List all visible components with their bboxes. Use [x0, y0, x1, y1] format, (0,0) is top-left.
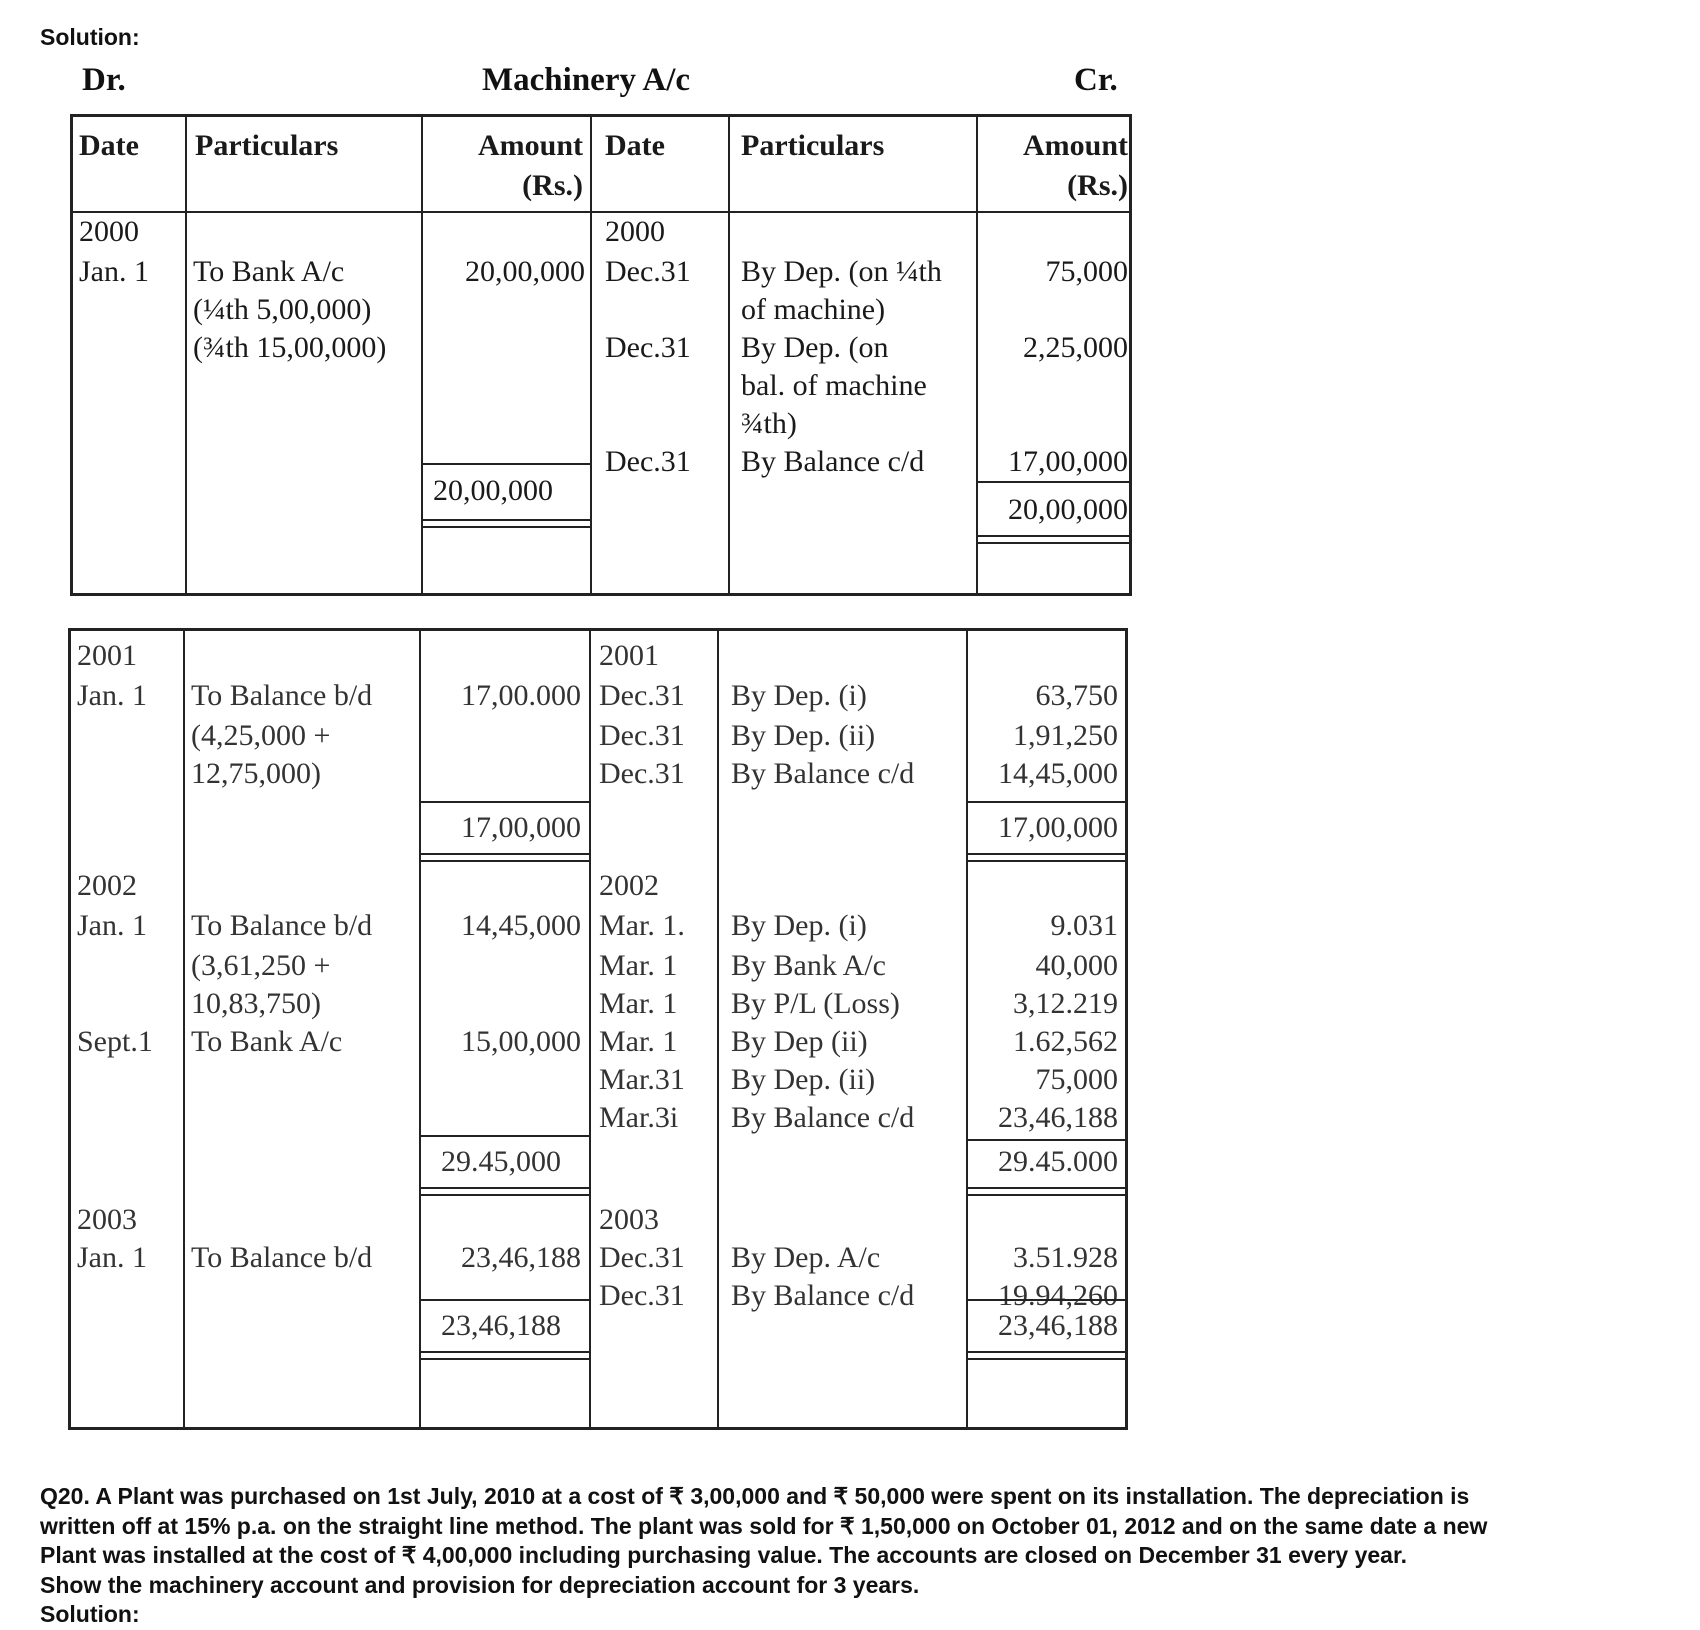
debit-year: 2003	[77, 1203, 137, 1236]
credit-amount: 3.51.928	[1013, 1241, 1118, 1274]
credit-particulars: By Balance c/d	[731, 1101, 915, 1134]
debit-total: 20,00,000	[433, 474, 553, 507]
debit-amount: 14,45,000	[461, 909, 581, 942]
debit-particulars-detail: (3,61,250 +	[191, 949, 331, 982]
credit-particulars: of machine)	[741, 293, 886, 326]
credit-particulars: By Bank A/c	[731, 949, 886, 982]
question-line: Plant was installed at the cost of ₹ 4,00,000 including purchasing value. The accounts are closed on December 31 every year.	[40, 1542, 1408, 1568]
credit-date: Dec.31	[605, 445, 691, 478]
credit-amount: 75,000	[1045, 255, 1128, 288]
credit-amount: 14,45,000	[998, 757, 1118, 790]
credit-side-label: Cr.	[1074, 62, 1118, 98]
column-divider	[183, 631, 185, 1427]
total-line	[966, 801, 1125, 803]
debit-particulars-detail: 12,75,000)	[191, 757, 321, 790]
credit-amount: 40,000	[1035, 949, 1118, 982]
double-underline	[419, 1187, 589, 1196]
debit-amount: 15,00,000	[461, 1025, 581, 1058]
credit-particulars: By Dep. (i)	[731, 909, 867, 942]
credit-date: Dec.31	[605, 255, 691, 288]
ledger-table-2001-2003	[68, 628, 1128, 1430]
credit-particulars: By Dep. (i)	[731, 679, 867, 712]
credit-year: 2003	[599, 1203, 659, 1236]
debit-amount: 20,00,000	[465, 255, 585, 288]
credit-particulars: By Dep. (on	[741, 331, 889, 364]
credit-date: Mar. 1	[599, 949, 678, 982]
double-underline	[966, 1351, 1125, 1360]
credit-particulars: By Balance c/d	[731, 757, 915, 790]
credit-date: Dec.31	[599, 1241, 685, 1274]
credit-particulars: By Dep. A/c	[731, 1241, 881, 1274]
credit-amount: 2,25,000	[1023, 331, 1128, 364]
header-date-credit: Date	[605, 129, 665, 162]
debit-date: Jan. 1	[77, 1241, 147, 1274]
double-underline	[419, 853, 589, 862]
credit-particulars: By Dep. (on ¼th	[741, 255, 942, 288]
header-divider	[73, 211, 1129, 213]
debit-date: Jan. 1	[77, 679, 147, 712]
question-line: Q20. A Plant was purchased on 1st July, 2010 at a cost of ₹ 3,00,000 and ₹ 50,000 were spent on its installation. The depreciation is	[40, 1483, 1470, 1509]
debit-total: 17,00,000	[461, 811, 581, 844]
debit-date: Jan. 1	[77, 909, 147, 942]
credit-amount: 3,12.219	[1013, 987, 1118, 1020]
debit-date: Jan. 1	[79, 255, 149, 288]
debit-total: 29.45,000	[441, 1145, 561, 1178]
total-line	[978, 481, 1129, 483]
solution-label: Solution:	[40, 1601, 140, 1627]
credit-date: Dec.31	[599, 719, 685, 752]
debit-particulars: To Bank A/c	[191, 1025, 343, 1058]
question-line: written off at 15% p.a. on the straight line method. The plant was sold for ₹ 1,50,000 on October 01, 2012 and on the same date a new	[40, 1512, 1488, 1539]
debit-side-label: Dr.	[82, 62, 126, 98]
account-title: Machinery A/c	[482, 62, 691, 98]
credit-total: 29.45.000	[998, 1145, 1118, 1178]
header-particulars-debit: Particulars	[195, 129, 339, 162]
credit-date: Dec.31	[599, 679, 685, 712]
double-underline	[423, 519, 590, 528]
debit-particulars: To Balance b/d	[191, 909, 373, 942]
debit-amount: 17,00.000	[461, 679, 581, 712]
debit-particulars-detail: (4,25,000 +	[191, 719, 331, 752]
debit-particulars: To Balance b/d	[191, 1241, 373, 1274]
debit-particulars-detail: (¾th 15,00,000)	[193, 331, 387, 364]
credit-amount: 17,00,000	[1008, 445, 1128, 478]
credit-date: Dec.31	[605, 331, 691, 364]
credit-total: 20,00,000	[1008, 493, 1128, 526]
column-divider	[717, 631, 719, 1427]
credit-particulars: By P/L (Loss)	[731, 987, 900, 1020]
credit-date: Mar. 1.	[599, 909, 685, 942]
header-particulars-credit: Particulars	[741, 129, 885, 162]
credit-date: Mar.31	[599, 1063, 685, 1096]
debit-year: 2000	[79, 215, 139, 248]
credit-amount: 63,750	[1035, 679, 1118, 712]
double-underline	[966, 853, 1125, 862]
double-underline	[966, 1187, 1125, 1196]
credit-year: 2000	[605, 215, 665, 248]
ledger-table-2000	[70, 114, 1132, 596]
credit-date: Dec.31	[599, 1279, 685, 1312]
credit-total: 17,00,000	[998, 811, 1118, 844]
total-line	[419, 1299, 589, 1301]
credit-particulars: By Dep (ii)	[731, 1025, 868, 1058]
credit-amount: 9.031	[1050, 909, 1118, 942]
header-amount-unit-debit: (Rs.)	[522, 169, 583, 202]
header-amount-unit-credit: (Rs.)	[1067, 169, 1128, 202]
solution-heading: Solution:	[40, 24, 140, 50]
debit-particulars-detail: (¼th 5,00,000)	[193, 293, 372, 326]
debit-date: Sept.1	[77, 1025, 153, 1058]
debit-year: 2002	[77, 869, 137, 902]
credit-date: Dec.31	[599, 757, 685, 790]
credit-particulars: By Dep. (ii)	[731, 1063, 876, 1096]
credit-year: 2002	[599, 869, 659, 902]
total-line	[419, 801, 589, 803]
total-line	[419, 1135, 589, 1137]
question-line: Show the machinery account and provision for depreciation account for 3 years.	[40, 1571, 920, 1598]
column-divider	[728, 117, 730, 593]
question-text	[40, 1482, 1680, 1630]
credit-particulars: By Dep. (ii)	[731, 719, 876, 752]
credit-amount: 19.94,260	[998, 1279, 1118, 1312]
debit-particulars-detail: 10,83,750)	[191, 987, 321, 1020]
credit-date: Mar.3i	[599, 1101, 679, 1134]
debit-particulars: To Bank A/c	[193, 255, 345, 288]
credit-amount: 23,46,188	[998, 1101, 1118, 1134]
credit-amount: 75,000	[1035, 1063, 1118, 1096]
double-underline	[978, 535, 1129, 544]
debit-amount: 23,46,188	[461, 1241, 581, 1274]
total-line	[423, 463, 590, 465]
credit-amount: 1.62,562	[1013, 1025, 1118, 1058]
header-amount-credit: Amount	[1022, 129, 1128, 162]
credit-year: 2001	[599, 639, 659, 672]
debit-particulars: To Balance b/d	[191, 679, 373, 712]
debit-total: 23,46,188	[441, 1309, 561, 1342]
total-line	[966, 1139, 1125, 1141]
column-divider	[589, 631, 591, 1427]
column-divider	[590, 117, 592, 593]
credit-particulars: ¾th)	[741, 407, 797, 440]
credit-particulars: bal. of machine	[741, 369, 927, 402]
total-line	[966, 1299, 1125, 1301]
credit-date: Mar. 1	[599, 1025, 678, 1058]
credit-total: 23,46,188	[998, 1309, 1118, 1342]
double-underline	[419, 1351, 589, 1360]
credit-particulars: By Balance c/d	[741, 445, 925, 478]
debit-year: 2001	[77, 639, 137, 672]
header-date-debit: Date	[79, 129, 139, 162]
credit-amount: 1,91,250	[1013, 719, 1118, 752]
column-divider	[185, 117, 187, 593]
header-amount-debit: Amount	[477, 129, 583, 162]
credit-particulars: By Balance c/d	[731, 1279, 915, 1312]
credit-date: Mar. 1	[599, 987, 678, 1020]
